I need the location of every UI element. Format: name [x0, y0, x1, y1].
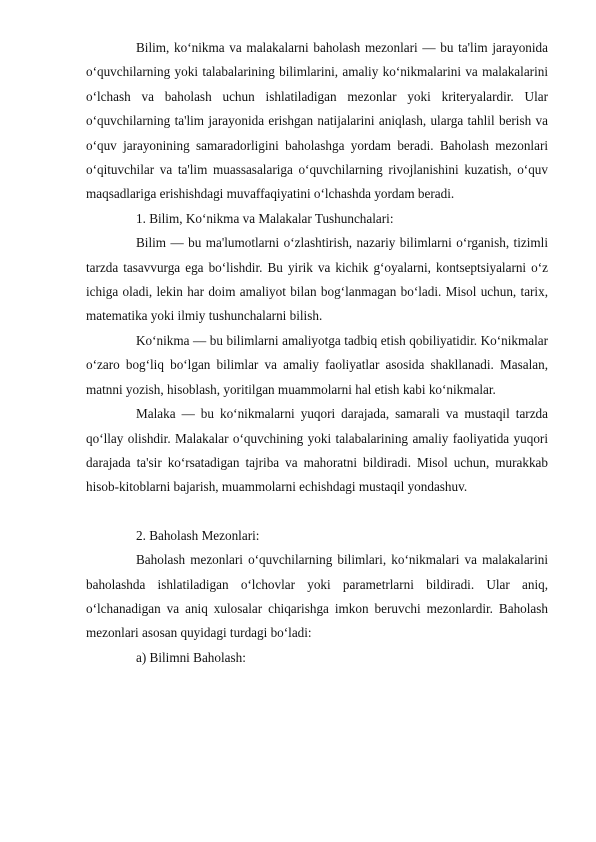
- subsection-heading-bilim: a) Bilimni Baholash:: [136, 649, 246, 665]
- konikma-paragraph: Ko‘nikma — bu bilimlarni amaliyotga tadbiq etish qobiliyatidir. Ko‘nikmalar o‘zaro bog‘liq bo‘lgan bilimlar va amaliy faoliyatlar asosida shakllanadi. Masalan, matnni yozish, hisoblash, yoritilgan muammolarni hal etish kabi ko‘nikmalar.: [86, 332, 548, 397]
- document-page: [86, 36, 548, 670]
- malaka-paragraph: Malaka — bu ko‘nikmalarni yuqori darajada, samarali va mustaqil tarzda qo‘llay olishdir. Malakalar o‘quvchining yoki talabalarining amaliy faoliyatida yuqori darajada ta'sir ko‘rsatadigan tajriba va mahoratni bildiradi. Misol uchun, murakkab hisob-kitoblarni bajarish, muammolarni echishdagi mustaqil yondashuv.: [86, 406, 548, 495]
- blank-line: [86, 500, 548, 524]
- bilim-paragraph: Bilim — bu ma'lumotlarni o‘zlashtirish, nazariy bilimlarni o‘rganish, tizimli tarzda tasavvurga ega bo‘lishdir. Bu yirik va kichik g‘oyalarni, kontseptsiyalarni o‘z ichiga oladi, lekin har doim amaliyot bilan bog‘lanmagan bo‘ladi. Misol uchun, tarix, matematika yoki ilmiy tushunchalarni bilish.: [86, 235, 548, 324]
- section-heading-criteria: 2. Baholash Mezonlari:: [136, 527, 260, 543]
- mezonlar-paragraph: Baholash mezonlari o‘quvchilarning bilimlari, ko‘nikmalari va malakalarini baholashda ishlatiladigan o‘lchovlar yoki parametrlarni bildiradi. Ular aniq, o‘lchanadigan va aniq xulosalar chiqarishga imkon beruvchi mezonlardir. Baholash mezonlari asosan quyidagi turdagi bo‘ladi:: [86, 552, 548, 641]
- intro-paragraph: Bilim, ko‘nikma va malakalarni baholash mezonlari — bu ta'lim jarayonida o‘quvchilarning yoki talabalarining bilimlarini, amaliy ko‘nikmalarini va malakalarini o‘lchash va baholash uchun ishlatiladigan mezonlar yoki kriteryalardir. Ular o‘quvchilarning ta'lim jarayonida erishgan natijalarini aniqlash, ularga tahlil berish va o‘quv jarayonining samaradorligini baholashga yordam beradi. Baholash mezonlari o‘qituvchilar va ta'lim muassasalariga o‘quvchilarning rivojlanishini kuzatish, o‘quv maqsadlariga erishishdagi muvaffaqiyatini o‘lchashda yordam beradi.: [86, 40, 548, 202]
- section-heading-concepts: 1. Bilim, Ko‘nikma va Malakalar Tushunchalari:: [136, 210, 394, 226]
